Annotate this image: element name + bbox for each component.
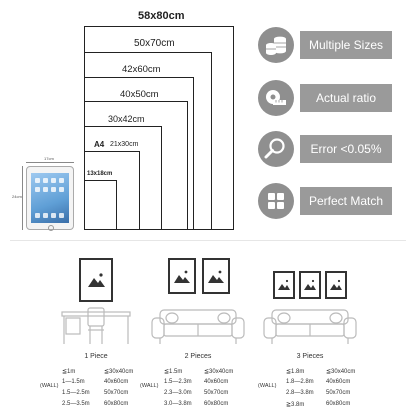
- room3-frame-middle: [299, 271, 321, 299]
- room3-wall-3: ≧3.8m: [286, 402, 305, 408]
- ipad-height-label: 24cm: [12, 194, 22, 199]
- feature-error-rate: Error <0.05%: [300, 135, 392, 163]
- size-label-58x80: 58x80cm: [138, 10, 185, 22]
- tape-measure-icon: [258, 80, 294, 116]
- sofa-illustration-2: [150, 306, 246, 346]
- magnifier-icon: [258, 131, 294, 167]
- feature-actual-ratio: Actual ratio: [300, 84, 392, 112]
- room1-wall-tag: (WALL): [40, 383, 59, 389]
- room3-frame-left: [273, 271, 295, 299]
- room2-wall-tag: (WALL): [140, 383, 159, 389]
- room3-size-2: 50x70cm: [326, 390, 351, 396]
- ipad-width-label: 17cm: [44, 156, 54, 161]
- room1-wall-3: 2.5—3.5m: [62, 401, 90, 407]
- size-label-50x70: 50x70cm: [134, 38, 175, 49]
- grid-icon: [258, 183, 294, 219]
- desk-illustration: [60, 304, 132, 346]
- room1-size-0: ≦30x40cm: [104, 369, 134, 375]
- ipad-height-line: [22, 166, 23, 230]
- room3-size-3: 60x80cm: [326, 401, 351, 407]
- room2-frame-right: [202, 258, 230, 294]
- room3-wall-tag: (WALL): [258, 383, 277, 389]
- room2-wall-0: ≦1.5m: [164, 369, 183, 375]
- size-frame-13x18: [84, 180, 117, 230]
- room2-size-3: 60x80cm: [204, 401, 229, 407]
- room3-size-1: 40x60cm: [326, 379, 351, 385]
- room1-wall-1: 1—1.5m: [62, 379, 85, 385]
- room2-size-1: 40x60cm: [204, 379, 229, 385]
- room3-wall-2: 2.8—3.8m: [286, 390, 314, 396]
- room3-title: 3 Pieces: [296, 353, 324, 360]
- size-label-42x60: 42x60cm: [122, 64, 161, 75]
- size-label-a4: A4: [94, 140, 105, 149]
- room2-size-2: 50x70cm: [204, 390, 229, 396]
- room2-size-0: ≦30x40cm: [204, 369, 234, 375]
- room2-wall-1: 1.5—2.3m: [164, 379, 192, 385]
- room3-wall-1: 1.8—2.8m: [286, 379, 314, 385]
- room1-size-3: 60x80cm: [104, 401, 129, 407]
- room3-wall-0: ≦1.8m: [286, 369, 305, 375]
- ipad-reference: [26, 166, 74, 230]
- room1-title: 1 Piece: [84, 353, 108, 360]
- room2-wall-3: 3.0—3.8m: [164, 401, 192, 407]
- size-label-30x42: 30x42cm: [108, 114, 145, 124]
- size-label-13x18: 13x18cm: [87, 171, 113, 177]
- ipad-home-button: [48, 225, 54, 231]
- room3-frame-right: [325, 271, 347, 299]
- room1-wall-0: ≦1m: [62, 369, 76, 375]
- room1-wall-2: 1.5—2.5m: [62, 390, 90, 396]
- coins-icon: [258, 27, 294, 63]
- room2-wall-2: 2.3—3.0m: [164, 390, 192, 396]
- room1-size-1: 40x60cm: [104, 379, 129, 385]
- ipad-screen: [31, 173, 69, 223]
- room3-size-0: ≦30x40cm: [326, 369, 356, 375]
- ipad-width-line: [26, 162, 74, 163]
- room1-frame: [79, 258, 113, 302]
- section-divider: [10, 240, 406, 241]
- room2-title: 2 Pieces: [184, 353, 212, 360]
- size-label-40x50: 40x50cm: [120, 89, 159, 100]
- size-label-21x30: 21x30cm: [110, 141, 139, 148]
- room1-size-2: 50x70cm: [104, 390, 129, 396]
- feature-multiple-sizes: Multiple Sizes: [300, 31, 392, 59]
- sofa-illustration-3: [262, 306, 358, 346]
- feature-perfect-match: Perfect Match: [300, 187, 392, 215]
- room2-frame-left: [168, 258, 196, 294]
